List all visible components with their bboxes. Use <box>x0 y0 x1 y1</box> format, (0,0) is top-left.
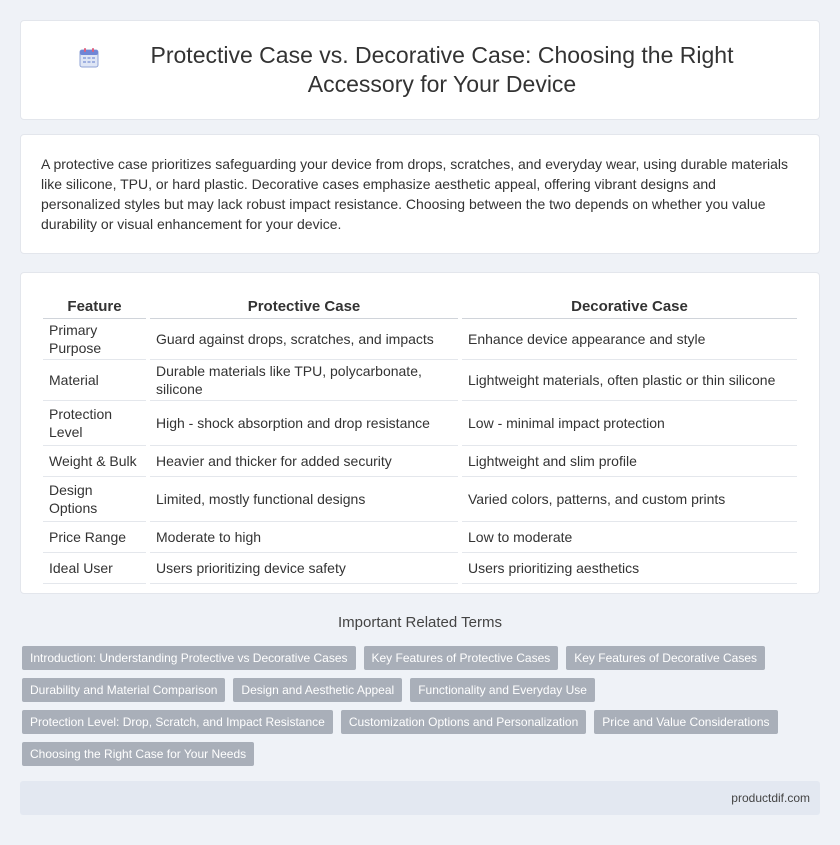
table-cell: High - shock absorption and drop resistance <box>150 401 458 446</box>
page-title: Protective Case vs. Decorative Case: Choosing the Right Accessory for Your Device <box>150 42 734 97</box>
calendar-icon <box>78 47 100 69</box>
table-cell: Users prioritizing device safety <box>150 553 458 584</box>
table-cell: Users prioritizing aesthetics <box>462 553 797 584</box>
related-term-tag[interactable]: Choosing the Right Case for Your Needs <box>22 742 254 766</box>
related-term-tag[interactable]: Protection Level: Drop, Scratch, and Impact Resistance <box>22 710 333 734</box>
related-term-tag[interactable]: Price and Value Considerations <box>594 710 777 734</box>
column-header-feature: Feature <box>43 293 146 319</box>
table-cell: Lightweight and slim profile <box>462 446 797 477</box>
table-cell: Weight & Bulk <box>43 446 146 477</box>
table-cell: Enhance device appearance and style <box>462 319 797 360</box>
table-cell: Material <box>43 360 146 401</box>
table-cell: Low - minimal impact protection <box>462 401 797 446</box>
table-row <box>43 522 797 553</box>
table-header-row <box>43 293 797 319</box>
table-cell: Varied colors, patterns, and custom prints <box>462 477 797 522</box>
table-cell: Primary Purpose <box>43 319 146 360</box>
table-row <box>43 360 797 401</box>
table-cell: Durable materials like TPU, polycarbonate, silicone <box>150 360 458 401</box>
table-cell: Lightweight materials, often plastic or thin silicone <box>462 360 797 401</box>
header-card <box>20 20 820 120</box>
related-term-tag[interactable]: Key Features of Decorative Cases <box>566 646 765 670</box>
table-row <box>43 553 797 584</box>
footer-site-link[interactable]: productdif.com <box>731 791 810 805</box>
table-cell: Limited, mostly functional designs <box>150 477 458 522</box>
related-term-tag[interactable]: Functionality and Everyday Use <box>410 678 595 702</box>
table-cell: Guard against drops, scratches, and impacts <box>150 319 458 360</box>
summary-card <box>20 134 820 254</box>
related-term-tag[interactable]: Durability and Material Comparison <box>22 678 225 702</box>
footer <box>20 781 820 815</box>
table-row <box>43 477 797 522</box>
table-cell: Low to moderate <box>462 522 797 553</box>
table-cell: Ideal User <box>43 553 146 584</box>
comparison-card <box>20 272 820 594</box>
table-cell: Protection Level <box>43 401 146 446</box>
related-terms-title: Important Related Terms <box>338 614 502 631</box>
summary-text: A protective case prioritizes safeguarding your device from drops, scratches, and everyday wear, using durable materials like silicone, TPU, or hard plastic. Decorative cases emphasize aesthetic appeal, offering vibrant designs and personalized styles but may lack robust impact resistance. Choosing between the two depends on whether you value durability or visual enhancement for your device. <box>41 156 789 232</box>
table-row <box>43 446 797 477</box>
related-terms-tags <box>22 646 822 774</box>
table-cell: Price Range <box>43 522 146 553</box>
column-header-protective: Protective Case <box>150 293 458 319</box>
column-header-decorative: Decorative Case <box>462 293 797 319</box>
related-term-tag[interactable]: Design and Aesthetic Appeal <box>233 678 402 702</box>
table-row <box>43 319 797 360</box>
related-term-tag[interactable]: Introduction: Understanding Protective vs Decorative Cases <box>22 646 356 670</box>
table-cell: Moderate to high <box>150 522 458 553</box>
table-row <box>43 401 797 446</box>
related-term-tag[interactable]: Customization Options and Personalization <box>341 710 586 734</box>
table-cell: Design Options <box>43 477 146 522</box>
comparison-table <box>39 293 801 584</box>
related-term-tag[interactable]: Key Features of Protective Cases <box>364 646 559 670</box>
table-cell: Heavier and thicker for added security <box>150 446 458 477</box>
